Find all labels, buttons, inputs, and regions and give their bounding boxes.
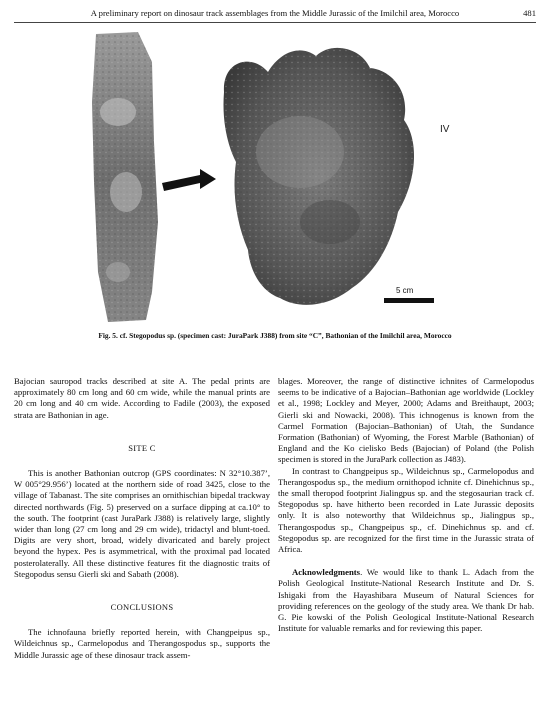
acknowledgments xyxy=(278,567,534,634)
right-paragraph-2: In contrast to Changpeipus sp., Wildeichnus sp., Carmelopodus and Therangospodus sp., the medium ornithopod ichnite cf. Dinehichnus sp., the small theropod footprint Jialingpus sp. and the stegosaurian track cf. Stegopodus sp. have hitherto been recorded in Late Jurassic deposits only. It is also noteworthy that Wildeichnus sp., Jialingpus sp., Therangospodus sp., Changpeipus sp., cf. Dinehichnus sp. and cf. Stegopodus sp. are recognized for the first time in the Jurassic strata of Africa. xyxy=(278,465,534,555)
scale-label: 5 cm xyxy=(396,286,414,295)
left-paragraph-1: Bajocian sauropod tracks described at site A. The pedal prints are approximately 80 cm long and 60 cm wide, while the manual prints are 20 cm long and 40 cm wide. According to Fadile (2003), the exposed strata are Bathonian in age. xyxy=(14,376,270,420)
right-paragraph-1: blages. Moreover, the range of distinctive ichnites of Carmelopodus seems to be indicative of a Bajocian–Bathonian age worldwide (Lockley et al., 1998; Lockley and Meyer, 2000; Adams and Breithaupt, 2003; Gierli ski and Nowacki, 2008). This ichnogenus is known from the Carmel Formation (Bajocian–Bathonian) of Utah, the Sundance Formation (Bathonian) of Wyoming, the Forest Marble (Bathonian) of England and the Ko cielisko Beds (Bajocian) of Poland (the Polish specimen is stored in the JuraPark collection as J483). xyxy=(278,376,534,465)
panel-label: IV xyxy=(440,124,450,135)
right-column xyxy=(278,376,534,634)
page-number: 481 xyxy=(523,8,536,18)
left-column xyxy=(14,376,270,661)
outcrop-slab xyxy=(92,32,158,322)
site-c-heading: SITE C xyxy=(128,442,156,453)
running-header xyxy=(14,6,536,23)
conclusions-heading: CONCLUSIONS xyxy=(110,602,174,613)
figure-photograph xyxy=(0,22,550,330)
pointer-arrow xyxy=(162,169,216,191)
left-paragraph-2: This is another Bathonian outcrop (GPS coordinates: N 32°10.387’, W 005°29.956’) located at the northern side of road 3425, close to the village of Tabanast. The site comprises an ornithischian bipedal trackway directed northwards (Fig. 5) preserved on a surface dipping at ca.10° to the south. The footprint (cast JuraPark J388) is relatively large, slightly wider than long (27 cm long and 29 cm wide), tridactyl and blunt-toed. Digits are very short, broad, widely divaricated and barely project beyond the hypex. Pes is asymmetrical, with the proximal pad located posterolaterally. All these distinctive features fit the diagnostic traits of Stegopodus sensu Gierli ski and Sabath (2008). xyxy=(14,468,270,579)
scale-bar xyxy=(384,286,434,303)
acknowledgments-label: Acknowledgments xyxy=(292,567,361,578)
footprint-cast xyxy=(224,48,415,305)
running-title: A preliminary report on dinosaur track assemblages from the Middle Jurassic of the Imilchil area, Morocco xyxy=(90,8,460,18)
acknowledgments-text: . We would like to thank L. Adach from the Polish Geological Institute-National Research Institute and Dr. S. Ishigaki from the Hayashibara Museum of Natural Sciences for providing references on the geology of the study area. We thank Dr hab. G. Pie kowski of the Polish Geological Institute-National Research Institute for valuable remarks and for reviewing this paper. xyxy=(278,567,534,634)
figure-caption: Fig. 5. cf. Stegopodus sp. (specimen cast: JuraPark J388) from site “C”, Bathonian of the Imilchil area, Morocco xyxy=(98,331,452,340)
left-paragraph-3: The ichnofauna briefly reported herein, with Changpeipus sp., Wildeichnus sp., Carmelopodus and Therangospodus sp., supports the Middle Jurassic age of these dinosaur track assem- xyxy=(14,627,270,660)
figure-5 xyxy=(0,22,550,330)
